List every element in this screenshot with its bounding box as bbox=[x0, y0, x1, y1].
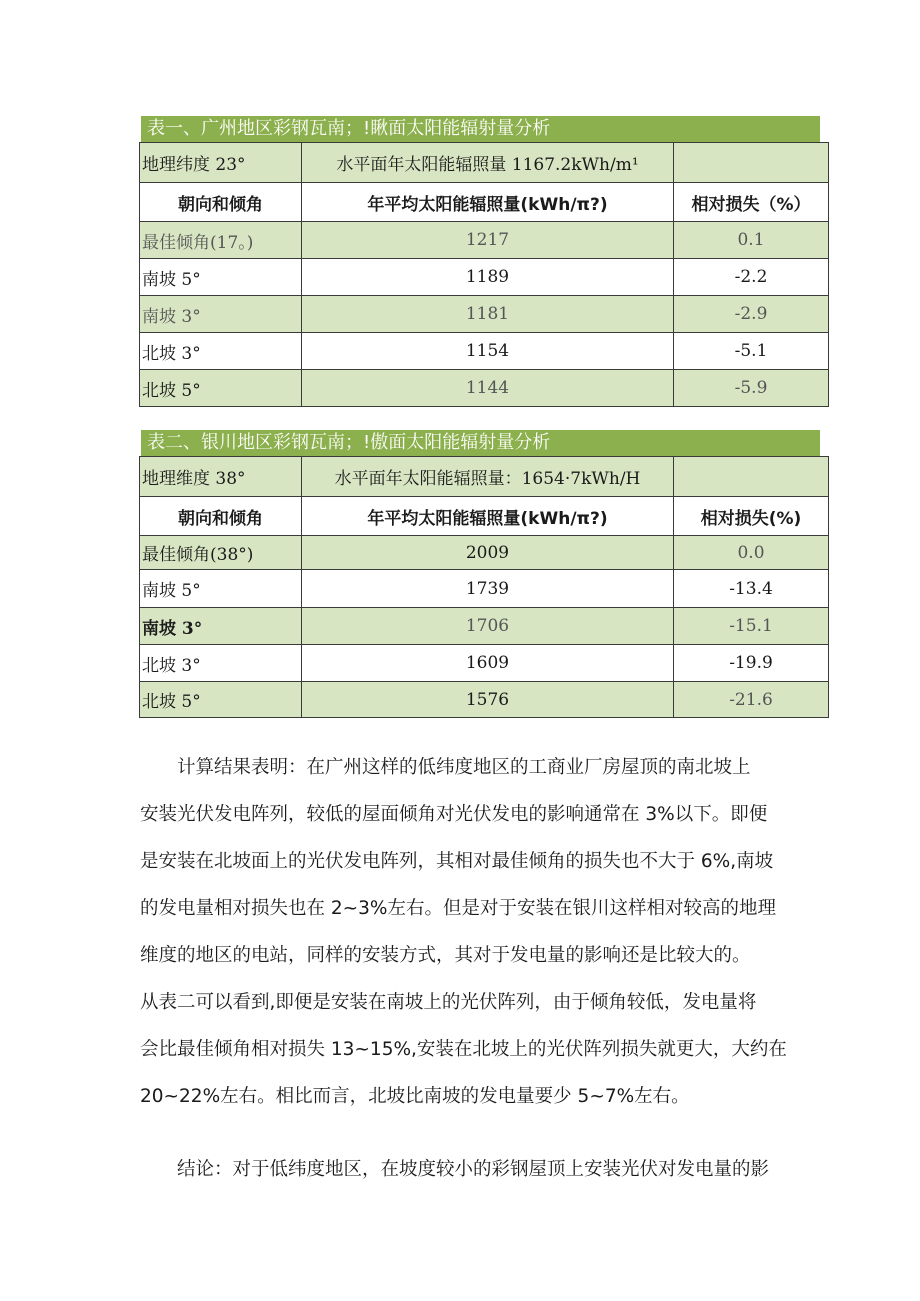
table1-latitude: 地理纬度 23° bbox=[140, 143, 302, 183]
row-loss: -19.9 bbox=[674, 645, 829, 682]
row-label: 南坡 5° bbox=[140, 259, 302, 296]
table-row bbox=[140, 259, 829, 296]
table2-header-loss: 相对损失(%) bbox=[674, 497, 829, 536]
paragraph-line: 计算结果表明：在广州这样的低纬度地区的工商业厂房屋顶的南北坡上 bbox=[140, 757, 751, 778]
table1 bbox=[139, 142, 829, 407]
table1-info-blank bbox=[674, 143, 829, 183]
table-row bbox=[140, 536, 829, 570]
row-value: 1217 bbox=[302, 222, 674, 259]
table2-horizontal-irradiation: 水平面年太阳能辐照量：1654·7kWh∕H bbox=[302, 457, 674, 497]
row-value: 1154 bbox=[302, 333, 674, 370]
row-loss: -2.2 bbox=[674, 259, 829, 296]
row-value: 1739 bbox=[302, 570, 674, 608]
table2 bbox=[139, 456, 829, 718]
row-label: 最佳倾角(17。) bbox=[140, 222, 302, 259]
table1-horizontal-irradiation: 水平面年太阳能辐照量 1167.2kWh∕m¹ bbox=[302, 143, 674, 183]
row-loss: -5.9 bbox=[674, 370, 829, 407]
row-loss: 0.1 bbox=[674, 222, 829, 259]
table1-info-row bbox=[140, 143, 829, 183]
row-loss: -13.4 bbox=[674, 570, 829, 608]
row-loss: -2.9 bbox=[674, 296, 829, 333]
table-row bbox=[140, 645, 829, 682]
analysis-paragraph bbox=[140, 744, 820, 1120]
row-loss: -15.1 bbox=[674, 608, 829, 645]
conclusion-line: 结论：对于低纬度地区，在坡度较小的彩钢屋顶上安装光伏对发电量的影 bbox=[140, 1159, 770, 1180]
row-label: 南坡 5° bbox=[140, 570, 302, 608]
paragraph-line: 会比最佳倾角相对损失 13~15%,安装在北坡上的光伏阵列损失就更大，大约在 bbox=[140, 1039, 787, 1060]
table1-header-loss: 相对损失（%） bbox=[674, 183, 829, 222]
paragraph-line: 的发电量相对损失也在 2~3%左右。但是对于安装在银川这样相对较高的地理 bbox=[140, 898, 777, 919]
row-label: 北坡 5° bbox=[140, 370, 302, 407]
row-value: 1189 bbox=[302, 259, 674, 296]
row-value: 1706 bbox=[302, 608, 674, 645]
table-row bbox=[140, 608, 829, 645]
table1-header-irradiation: 年平均太阳能辐照量(kWh∕π?) bbox=[302, 183, 674, 222]
paragraph-line: 20~22%左右。相比而言，北坡比南坡的发电量要少 5~7%左右。 bbox=[140, 1086, 690, 1107]
conclusion-paragraph bbox=[140, 1146, 820, 1193]
table2-title: 表二、银川地区彩钢瓦南；!傲面太阳能辐射量分析 bbox=[141, 430, 820, 456]
table-row bbox=[140, 682, 829, 718]
row-label: 南坡 3° bbox=[140, 296, 302, 333]
paragraph-line: 从表二可以看到,即便是安装在南坡上的光伏阵列，由于倾角较低，发电量将 bbox=[140, 992, 757, 1013]
table1-title: 表一、广州地区彩钢瓦南；!瞅面太阳能辐射量分析 bbox=[141, 116, 820, 142]
table-row bbox=[140, 222, 829, 259]
table-row bbox=[140, 370, 829, 407]
table1-header-row bbox=[140, 183, 829, 222]
row-loss: -21.6 bbox=[674, 682, 829, 718]
row-value: 1181 bbox=[302, 296, 674, 333]
row-loss: 0.0 bbox=[674, 536, 829, 570]
table2-header-orientation: 朝向和倾角 bbox=[140, 497, 302, 536]
row-label: 北坡 3° bbox=[140, 645, 302, 682]
row-value: 1609 bbox=[302, 645, 674, 682]
table2-header-irradiation: 年平均太阳能辐照量(kWh∕π?) bbox=[302, 497, 674, 536]
row-label: 北坡 5° bbox=[140, 682, 302, 718]
table2-header-row bbox=[140, 497, 829, 536]
table2-info-blank bbox=[674, 457, 829, 497]
table-row bbox=[140, 296, 829, 333]
row-value: 1144 bbox=[302, 370, 674, 407]
paragraph-line: 安装光伏发电阵列，较低的屋面倾角对光伏发电的影响通常在 3%以下。即便 bbox=[140, 804, 768, 825]
paragraph-line: 维度的地区的电站，同样的安装方式，其对于发电量的影响还是比较大的。 bbox=[140, 945, 751, 966]
paragraph-line: 是安装在北坡面上的光伏发电阵列，其相对最佳倾角的损失也不大于 6%,南坡 bbox=[140, 851, 774, 872]
table-row bbox=[140, 333, 829, 370]
table2-latitude: 地理维度 38° bbox=[140, 457, 302, 497]
table2-info-row bbox=[140, 457, 829, 497]
row-value: 1576 bbox=[302, 682, 674, 718]
row-loss: -5.1 bbox=[674, 333, 829, 370]
row-label: 北坡 3° bbox=[140, 333, 302, 370]
row-label: 南坡 3° bbox=[140, 608, 302, 645]
row-label: 最佳倾角(38°) bbox=[140, 536, 302, 570]
row-value: 2009 bbox=[302, 536, 674, 570]
table1-header-orientation: 朝向和倾角 bbox=[140, 183, 302, 222]
table-row bbox=[140, 570, 829, 608]
